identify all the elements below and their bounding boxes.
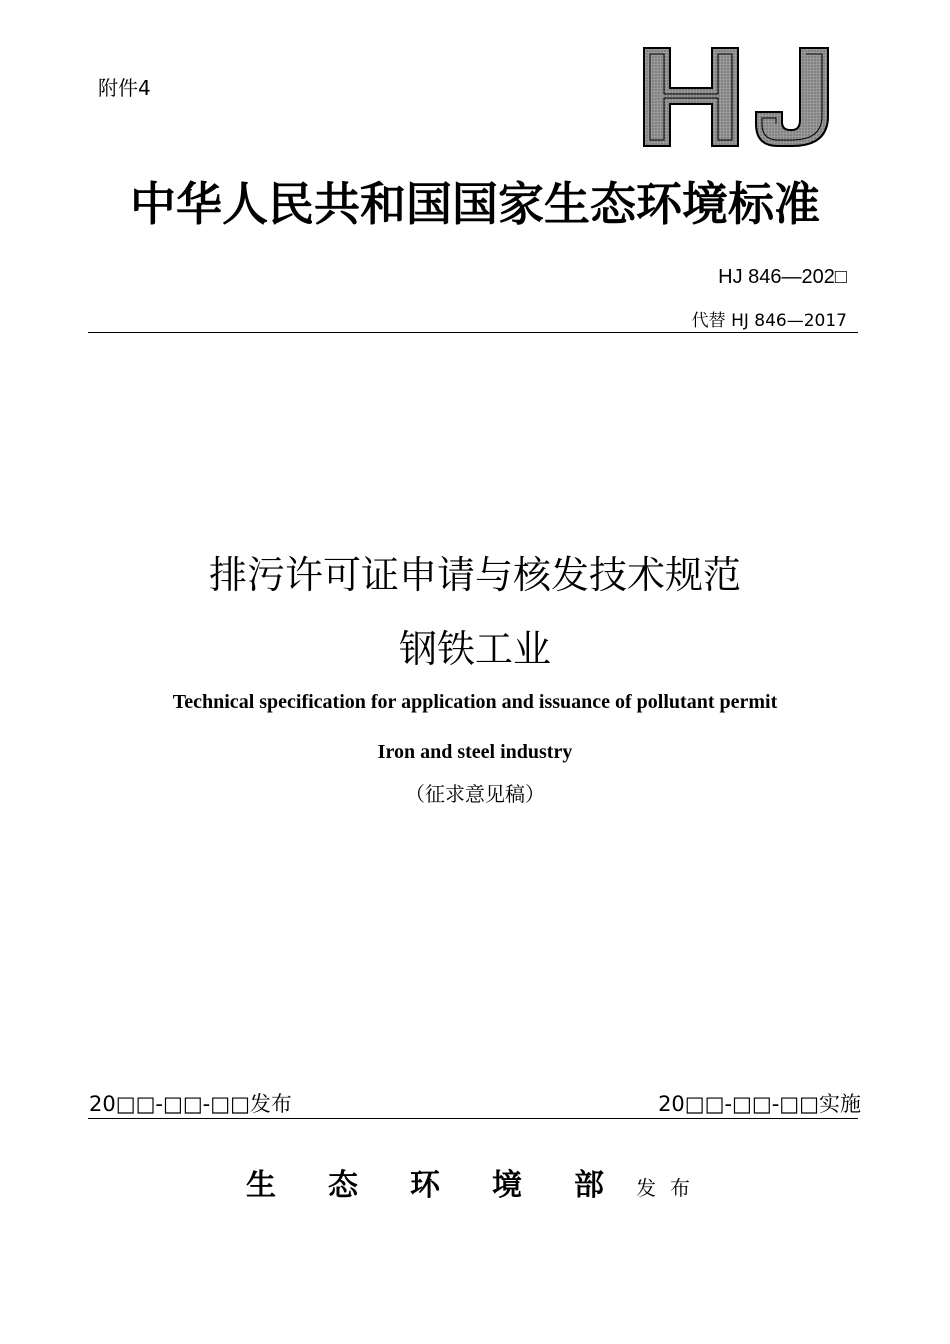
publisher-organization: 生态环境部 xyxy=(246,1168,656,1203)
replaces-standard: 代替 HJ 846—2017 xyxy=(691,311,847,331)
standard-number: HJ 846—202□ xyxy=(718,266,847,288)
title-cn-line2: 钢铁工业 xyxy=(398,627,551,671)
publish-date: 20□□-□□-□□发布 xyxy=(89,1092,292,1116)
issuing-authority-title: 中华人民共和国国家生态环境标准 xyxy=(130,177,820,231)
title-en-line1: Technical specification for application and issuance of pollutant permit xyxy=(172,691,778,713)
draft-note: （征求意见稿） xyxy=(405,782,545,806)
implement-date: 20□□-□□-□□实施 xyxy=(658,1092,861,1116)
title-en-line2: Iron and steel industry xyxy=(377,741,573,763)
attachment-label: 附件4 xyxy=(98,76,151,100)
publisher-action: 发布 xyxy=(636,1176,704,1200)
footer-divider xyxy=(88,1118,858,1119)
publisher-line xyxy=(0,1160,950,1204)
header-divider xyxy=(88,332,858,333)
hj-logo xyxy=(640,44,840,150)
title-cn-line1: 排污许可证申请与核发技术规范 xyxy=(208,553,741,597)
